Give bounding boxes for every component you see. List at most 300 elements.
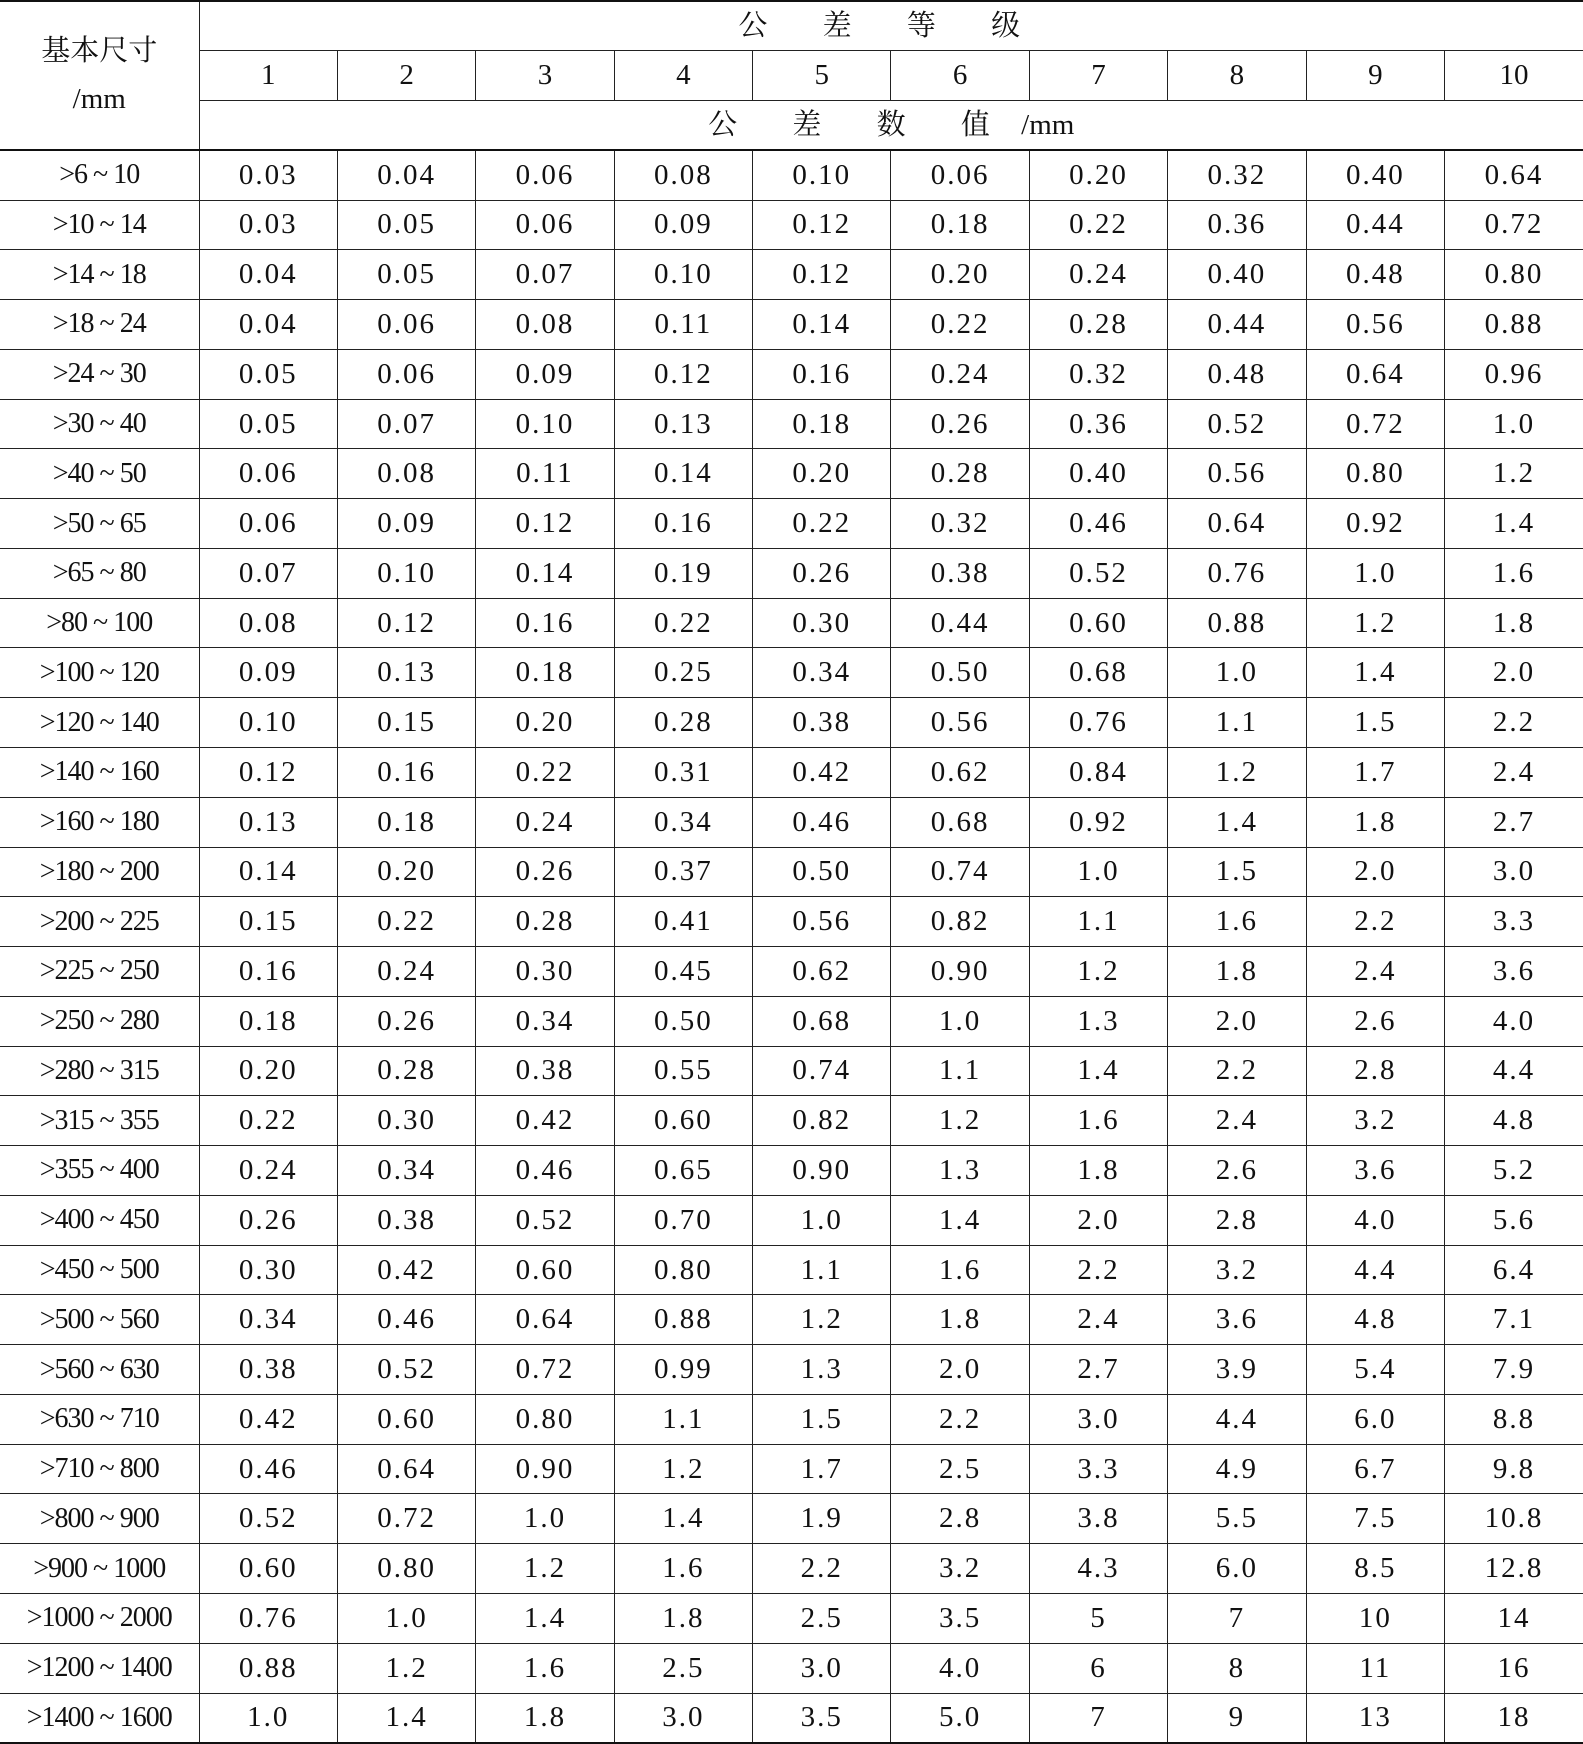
tolerance-value-cell: 1.0 bbox=[1445, 399, 1583, 449]
tolerance-value-cell: 6.4 bbox=[1445, 1245, 1583, 1295]
tolerance-value-cell: 0.11 bbox=[614, 300, 752, 350]
table-row bbox=[0, 1195, 1583, 1245]
size-range-cell: >160 ~ 180 bbox=[0, 797, 199, 847]
tolerance-value-cell: 0.46 bbox=[753, 797, 891, 847]
table-row bbox=[0, 1544, 1583, 1594]
table-row bbox=[0, 449, 1583, 499]
tolerance-value-cell: 1.4 bbox=[1445, 499, 1583, 549]
tolerance-value-cell: 0.40 bbox=[1029, 449, 1167, 499]
tolerance-value-cell: 0.40 bbox=[1306, 150, 1444, 200]
tolerance-value-cell: 0.16 bbox=[337, 747, 475, 797]
tolerance-value-cell: 1.8 bbox=[476, 1693, 614, 1743]
tolerance-value-cell: 16 bbox=[1445, 1643, 1583, 1693]
size-range-cell: >1400 ~ 1600 bbox=[0, 1693, 199, 1743]
tolerance-value-cell: 2.4 bbox=[1306, 947, 1444, 997]
tolerance-value-cell: 0.46 bbox=[1029, 499, 1167, 549]
tolerance-value-cell: 0.09 bbox=[199, 648, 337, 698]
tolerance-value-cell: 0.04 bbox=[199, 250, 337, 300]
tolerance-value-cell: 0.60 bbox=[199, 1544, 337, 1594]
tolerance-value-cell: 0.84 bbox=[1029, 747, 1167, 797]
tolerance-value-cell: 2.4 bbox=[1445, 747, 1583, 797]
table-row bbox=[0, 499, 1583, 549]
tolerance-value-cell: 3.6 bbox=[1306, 1146, 1444, 1196]
tolerance-value-cell: 0.74 bbox=[891, 847, 1029, 897]
tolerance-value-cell: 13 bbox=[1306, 1693, 1444, 1743]
tolerance-value-cell: 0.56 bbox=[753, 897, 891, 947]
tolerance-value-cell: 7 bbox=[1168, 1594, 1306, 1644]
tolerance-value-cell: 11 bbox=[1306, 1643, 1444, 1693]
tolerance-value-cell: 0.06 bbox=[476, 200, 614, 250]
size-range-cell: >355 ~ 400 bbox=[0, 1146, 199, 1196]
tolerance-value-cell: 0.72 bbox=[476, 1345, 614, 1395]
tolerance-value-cell: 0.92 bbox=[1029, 797, 1167, 847]
tolerance-value-cell: 0.80 bbox=[614, 1245, 752, 1295]
tolerance-value-cell: 0.45 bbox=[614, 947, 752, 997]
tolerance-value-cell: 0.44 bbox=[891, 598, 1029, 648]
tolerance-value-cell: 1.0 bbox=[753, 1195, 891, 1245]
tolerance-value-cell: 0.64 bbox=[1445, 150, 1583, 200]
tolerance-value-cell: 0.08 bbox=[614, 150, 752, 200]
tolerance-value-cell: 0.34 bbox=[199, 1295, 337, 1345]
tolerance-value-cell: 0.08 bbox=[476, 300, 614, 350]
tolerance-value-cell: 3.5 bbox=[753, 1693, 891, 1743]
tolerance-value-cell: 3.3 bbox=[1445, 897, 1583, 947]
size-range-cell: >24 ~ 30 bbox=[0, 349, 199, 399]
tolerance-value-cell: 0.62 bbox=[891, 747, 1029, 797]
tolerance-value-cell: 1.0 bbox=[337, 1594, 475, 1644]
tolerance-value-cell: 9.8 bbox=[1445, 1444, 1583, 1494]
tolerance-value-cell: 2.7 bbox=[1445, 797, 1583, 847]
tolerance-value-cell: 4.4 bbox=[1445, 1046, 1583, 1096]
table-row bbox=[0, 1096, 1583, 1146]
tolerance-value-cell: 0.22 bbox=[1029, 200, 1167, 250]
tolerance-value-cell: 1.6 bbox=[891, 1245, 1029, 1295]
tolerance-value-cell: 0.07 bbox=[337, 399, 475, 449]
tolerance-value-cell: 0.14 bbox=[614, 449, 752, 499]
tolerance-value-cell: 2.2 bbox=[891, 1394, 1029, 1444]
grade-number-row bbox=[0, 51, 1583, 101]
size-range-cell: >14 ~ 18 bbox=[0, 250, 199, 300]
tolerance-value-cell: 0.46 bbox=[337, 1295, 475, 1345]
tolerance-value-cell: 0.42 bbox=[199, 1394, 337, 1444]
tolerance-value-cell: 0.32 bbox=[1029, 349, 1167, 399]
tolerance-value-cell: 0.34 bbox=[614, 797, 752, 847]
tolerance-value-cell: 0.22 bbox=[614, 598, 752, 648]
tolerance-value-cell: 1.2 bbox=[1168, 747, 1306, 797]
tolerance-value-cell: 0.20 bbox=[891, 250, 1029, 300]
table-row bbox=[0, 1693, 1583, 1743]
tolerance-value-cell: 0.50 bbox=[753, 847, 891, 897]
tolerance-value-cell: 0.16 bbox=[753, 349, 891, 399]
tolerance-value-cell: 0.05 bbox=[337, 200, 475, 250]
tolerance-value-cell: 4.4 bbox=[1168, 1394, 1306, 1444]
table-row bbox=[0, 250, 1583, 300]
tolerance-value-cell: 0.18 bbox=[753, 399, 891, 449]
size-range-cell: >6 ~ 10 bbox=[0, 150, 199, 200]
tolerance-value-cell: 3.2 bbox=[1168, 1245, 1306, 1295]
tolerance-value-cell: 3.0 bbox=[753, 1643, 891, 1693]
tolerance-value-cell: 0.76 bbox=[1029, 698, 1167, 748]
tolerance-value-cell: 1.3 bbox=[1029, 996, 1167, 1046]
tolerance-value-cell: 0.46 bbox=[199, 1444, 337, 1494]
size-range-cell: >280 ~ 315 bbox=[0, 1046, 199, 1096]
table-body bbox=[0, 150, 1583, 1743]
tolerance-value-cell: 0.12 bbox=[337, 598, 475, 648]
tolerance-value-cell: 0.20 bbox=[476, 698, 614, 748]
tolerance-value-cell: 0.06 bbox=[199, 499, 337, 549]
tolerance-value-cell: 0.09 bbox=[337, 499, 475, 549]
tolerance-value-cell: 0.06 bbox=[476, 150, 614, 200]
basic-size-header-unit: /mm bbox=[72, 82, 126, 115]
tolerance-value-cell: 2.6 bbox=[1168, 1146, 1306, 1196]
size-range-cell: >65 ~ 80 bbox=[0, 548, 199, 598]
tolerance-value-cell: 0.70 bbox=[614, 1195, 752, 1245]
tolerance-value-cell: 0.07 bbox=[476, 250, 614, 300]
tolerance-value-cell: 1.8 bbox=[1306, 797, 1444, 847]
table-row bbox=[0, 548, 1583, 598]
tolerance-value-cell: 3.0 bbox=[1445, 847, 1583, 897]
tolerance-value-cell: 3.8 bbox=[1029, 1494, 1167, 1544]
tolerance-value-cell: 0.13 bbox=[199, 797, 337, 847]
tolerance-value-cell: 0.41 bbox=[614, 897, 752, 947]
tolerance-value-cell: 12.8 bbox=[1445, 1544, 1583, 1594]
tolerance-value-cell: 0.64 bbox=[1168, 499, 1306, 549]
tolerance-value-cell: 0.18 bbox=[891, 200, 1029, 250]
size-range-cell: >315 ~ 355 bbox=[0, 1096, 199, 1146]
tolerance-value-cell: 0.20 bbox=[1029, 150, 1167, 200]
tolerance-value-header-unit: /mm bbox=[1021, 108, 1075, 141]
tolerance-value-cell: 1.0 bbox=[1168, 648, 1306, 698]
tolerance-value-cell: 1.6 bbox=[1168, 897, 1306, 947]
tolerance-value-cell: 2.6 bbox=[1306, 996, 1444, 1046]
tolerance-value-cell: 0.28 bbox=[1029, 300, 1167, 350]
tolerance-value-cell: 3.5 bbox=[891, 1594, 1029, 1644]
tolerance-value-cell: 1.0 bbox=[1306, 548, 1444, 598]
tolerance-value-cell: 1.5 bbox=[1168, 847, 1306, 897]
tolerance-value-cell: 2.0 bbox=[1029, 1195, 1167, 1245]
tolerance-value-cell: 0.30 bbox=[337, 1096, 475, 1146]
tolerance-value-cell: 0.34 bbox=[753, 648, 891, 698]
size-range-cell: >900 ~ 1000 bbox=[0, 1544, 199, 1594]
tolerance-value-cell: 1.6 bbox=[476, 1643, 614, 1693]
tolerance-value-cell: 8.8 bbox=[1445, 1394, 1583, 1444]
size-range-cell: >225 ~ 250 bbox=[0, 947, 199, 997]
tolerance-value-cell: 3.0 bbox=[1029, 1394, 1167, 1444]
tolerance-value-cell: 0.28 bbox=[337, 1046, 475, 1096]
tolerance-value-cell: 4.8 bbox=[1445, 1096, 1583, 1146]
tolerance-value-cell: 0.60 bbox=[337, 1394, 475, 1444]
tolerance-value-cell: 0.38 bbox=[199, 1345, 337, 1395]
tolerance-value-cell: 1.8 bbox=[1029, 1146, 1167, 1196]
tolerance-value-cell: 1.5 bbox=[1306, 698, 1444, 748]
tolerance-value-cell: 0.44 bbox=[1306, 200, 1444, 250]
tolerance-value-cell: 3.2 bbox=[1306, 1096, 1444, 1146]
tolerance-value-cell: 0.72 bbox=[1445, 200, 1583, 250]
tolerance-value-cell: 0.52 bbox=[199, 1494, 337, 1544]
tolerance-value-cell: 0.32 bbox=[891, 499, 1029, 549]
size-range-cell: >1200 ~ 1400 bbox=[0, 1643, 199, 1693]
tolerance-value-cell: 6.0 bbox=[1168, 1544, 1306, 1594]
size-range-cell: >400 ~ 450 bbox=[0, 1195, 199, 1245]
table-row bbox=[0, 1394, 1583, 1444]
tolerance-value-cell: 0.10 bbox=[614, 250, 752, 300]
tolerance-value-cell: 0.90 bbox=[476, 1444, 614, 1494]
tolerance-value-cell: 1.4 bbox=[1168, 797, 1306, 847]
tolerance-value-cell: 3.6 bbox=[1445, 947, 1583, 997]
tolerance-value-cell: 0.50 bbox=[891, 648, 1029, 698]
tolerance-value-cell: 0.12 bbox=[199, 747, 337, 797]
tolerance-value-cell: 1.4 bbox=[476, 1594, 614, 1644]
tolerance-value-cell: 0.14 bbox=[199, 847, 337, 897]
size-range-cell: >30 ~ 40 bbox=[0, 399, 199, 449]
table-row bbox=[0, 1643, 1583, 1693]
table-row bbox=[0, 847, 1583, 897]
tolerance-value-cell: 14 bbox=[1445, 1594, 1583, 1644]
tolerance-value-cell: 4.4 bbox=[1306, 1245, 1444, 1295]
grade-header-cell: 4 bbox=[614, 51, 752, 101]
tolerance-value-cell: 2.0 bbox=[891, 1345, 1029, 1395]
size-range-cell: >500 ~ 560 bbox=[0, 1295, 199, 1345]
tolerance-value-cell: 0.20 bbox=[337, 847, 475, 897]
tolerance-value-cell: 7.5 bbox=[1306, 1494, 1444, 1544]
tolerance-value-cell: 0.50 bbox=[614, 996, 752, 1046]
tolerance-value-cell: 1.5 bbox=[753, 1394, 891, 1444]
tolerance-value-cell: 2.8 bbox=[1168, 1195, 1306, 1245]
tolerance-value-cell: 0.16 bbox=[614, 499, 752, 549]
table-row bbox=[0, 300, 1583, 350]
tolerance-value-cell: 0.07 bbox=[199, 548, 337, 598]
tolerance-value-cell: 0.64 bbox=[476, 1295, 614, 1345]
tolerance-value-cell: 0.14 bbox=[476, 548, 614, 598]
tolerance-value-cell: 1.4 bbox=[337, 1693, 475, 1743]
table-row bbox=[0, 648, 1583, 698]
tolerance-value-cell: 4.8 bbox=[1306, 1295, 1444, 1345]
tolerance-value-cell: 1.3 bbox=[753, 1345, 891, 1395]
tolerance-value-cell: 0.48 bbox=[1168, 349, 1306, 399]
tolerance-value-cell: 1.6 bbox=[1029, 1096, 1167, 1146]
tolerance-value-cell: 0.04 bbox=[337, 150, 475, 200]
table-row bbox=[0, 996, 1583, 1046]
tolerance-value-cell: 0.34 bbox=[337, 1146, 475, 1196]
tolerance-value-cell: 0.64 bbox=[1306, 349, 1444, 399]
tolerance-value-cell: 0.24 bbox=[1029, 250, 1167, 300]
tolerance-value-cell: 8 bbox=[1168, 1643, 1306, 1693]
tolerance-value-cell: 2.4 bbox=[1029, 1295, 1167, 1345]
table-row bbox=[0, 1594, 1583, 1644]
tolerance-value-cell: 1.1 bbox=[614, 1394, 752, 1444]
tolerance-value-cell: 0.65 bbox=[614, 1146, 752, 1196]
tolerance-value-cell: 0.18 bbox=[337, 797, 475, 847]
tolerance-value-cell: 1.1 bbox=[891, 1046, 1029, 1096]
tolerance-value-cell: 0.38 bbox=[753, 698, 891, 748]
tolerance-value-cell: 0.82 bbox=[891, 897, 1029, 947]
tolerance-value-cell: 1.1 bbox=[1029, 897, 1167, 947]
tolerance-value-cell: 1.3 bbox=[891, 1146, 1029, 1196]
table-row bbox=[0, 1245, 1583, 1295]
tolerance-value-cell: 0.28 bbox=[614, 698, 752, 748]
tolerance-value-cell: 9 bbox=[1168, 1693, 1306, 1743]
tolerance-value-cell: 0.11 bbox=[476, 449, 614, 499]
grade-header-cell: 10 bbox=[1445, 51, 1583, 101]
tolerance-value-cell: 0.52 bbox=[1168, 399, 1306, 449]
tolerance-value-cell: 1.2 bbox=[891, 1096, 1029, 1146]
tolerance-value-cell: 0.06 bbox=[337, 300, 475, 350]
tolerance-value-cell: 0.06 bbox=[199, 449, 337, 499]
grade-header-cell: 2 bbox=[337, 51, 475, 101]
tolerance-value-cell: 0.26 bbox=[753, 548, 891, 598]
tolerance-value-cell: 18 bbox=[1445, 1693, 1583, 1743]
tolerance-value-cell: 0.72 bbox=[337, 1494, 475, 1544]
tolerance-value-cell: 3.6 bbox=[1168, 1295, 1306, 1345]
tolerance-value-cell: 4.0 bbox=[1306, 1195, 1444, 1245]
tolerance-value-cell: 0.10 bbox=[199, 698, 337, 748]
tolerance-value-cell: 0.88 bbox=[1168, 598, 1306, 648]
tolerance-value-cell: 0.80 bbox=[1306, 449, 1444, 499]
tolerance-value-cell: 0.22 bbox=[891, 300, 1029, 350]
tolerance-value-cell: 0.09 bbox=[476, 349, 614, 399]
tolerance-value-cell: 0.68 bbox=[753, 996, 891, 1046]
size-range-cell: >140 ~ 160 bbox=[0, 747, 199, 797]
tolerance-value-cell: 0.03 bbox=[199, 200, 337, 250]
tolerance-value-cell: 2.0 bbox=[1168, 996, 1306, 1046]
tolerance-value-cell: 0.05 bbox=[199, 349, 337, 399]
tolerance-value-cell: 1.0 bbox=[891, 996, 1029, 1046]
tolerance-value-cell: 0.12 bbox=[753, 250, 891, 300]
tolerance-value-cell: 5.6 bbox=[1445, 1195, 1583, 1245]
grade-header-cell: 9 bbox=[1306, 51, 1444, 101]
tolerance-value-cell: 3.9 bbox=[1168, 1345, 1306, 1395]
tolerance-value-cell: 0.52 bbox=[337, 1345, 475, 1395]
tolerance-value-cell: 0.82 bbox=[753, 1096, 891, 1146]
tolerance-value-cell: 2.5 bbox=[891, 1444, 1029, 1494]
tolerance-value-cell: 1.2 bbox=[1445, 449, 1583, 499]
size-range-cell: >450 ~ 500 bbox=[0, 1245, 199, 1295]
tolerance-value-cell: 0.18 bbox=[199, 996, 337, 1046]
tolerance-value-cell: 0.16 bbox=[199, 947, 337, 997]
tolerance-value-cell: 0.13 bbox=[337, 648, 475, 698]
tolerance-value-cell: 0.10 bbox=[753, 150, 891, 200]
tolerance-value-cell: 0.12 bbox=[753, 200, 891, 250]
tolerance-value-cell: 0.12 bbox=[476, 499, 614, 549]
tolerance-value-cell: 0.16 bbox=[476, 598, 614, 648]
size-range-cell: >40 ~ 50 bbox=[0, 449, 199, 499]
tolerance-value-cell: 0.60 bbox=[476, 1245, 614, 1295]
tolerance-value-cell: 0.68 bbox=[891, 797, 1029, 847]
tolerance-value-cell: 0.42 bbox=[337, 1245, 475, 1295]
tolerance-value-cell: 3.3 bbox=[1029, 1444, 1167, 1494]
tolerance-value-cell: 3.0 bbox=[614, 1693, 752, 1743]
table-row bbox=[0, 947, 1583, 997]
tolerance-value-cell: 5.2 bbox=[1445, 1146, 1583, 1196]
tolerance-value-cell: 0.20 bbox=[199, 1046, 337, 1096]
tolerance-value-cell: 2.2 bbox=[753, 1544, 891, 1594]
tolerance-value-cell: 0.46 bbox=[476, 1146, 614, 1196]
tolerance-value-cell: 0.22 bbox=[753, 499, 891, 549]
tolerance-value-cell: 0.13 bbox=[614, 399, 752, 449]
size-range-cell: >80 ~ 100 bbox=[0, 598, 199, 648]
tolerance-value-cell: 0.24 bbox=[476, 797, 614, 847]
table-row bbox=[0, 747, 1583, 797]
tolerance-value-cell: 0.14 bbox=[753, 300, 891, 350]
table-header bbox=[0, 1, 1583, 150]
tolerance-value-cell: 0.04 bbox=[199, 300, 337, 350]
tolerance-value-cell: 6.7 bbox=[1306, 1444, 1444, 1494]
table-row bbox=[0, 399, 1583, 449]
tolerance-value-header-label: 公 差 数 值 bbox=[708, 108, 1014, 141]
grade-header-cell: 7 bbox=[1029, 51, 1167, 101]
tolerance-value-cell: 0.22 bbox=[337, 897, 475, 947]
tolerance-value-cell: 7.1 bbox=[1445, 1295, 1583, 1345]
tolerance-value-cell: 2.0 bbox=[1445, 648, 1583, 698]
tolerance-value-cell: 0.48 bbox=[1306, 250, 1444, 300]
tolerance-value-cell: 2.4 bbox=[1168, 1096, 1306, 1146]
tolerance-value-cell: 1.4 bbox=[891, 1195, 1029, 1245]
size-range-cell: >250 ~ 280 bbox=[0, 996, 199, 1046]
tolerance-value-cell: 0.88 bbox=[1445, 300, 1583, 350]
tolerance-value-cell: 10.8 bbox=[1445, 1494, 1583, 1544]
tolerance-value-cell: 0.26 bbox=[199, 1195, 337, 1245]
size-range-cell: >10 ~ 14 bbox=[0, 200, 199, 250]
tolerance-value-cell: 1.0 bbox=[1029, 847, 1167, 897]
tolerance-value-cell: 0.88 bbox=[199, 1643, 337, 1693]
tolerance-value-cell: 2.2 bbox=[1168, 1046, 1306, 1096]
tolerance-value-cell: 0.88 bbox=[614, 1295, 752, 1345]
table-row bbox=[0, 1494, 1583, 1544]
tolerance-value-cell: 10 bbox=[1306, 1594, 1444, 1644]
tolerance-value-cell: 1.1 bbox=[1168, 698, 1306, 748]
tolerance-value-cell: 0.24 bbox=[199, 1146, 337, 1196]
tolerance-value-cell: 2.2 bbox=[1029, 1245, 1167, 1295]
tolerance-value-cell: 0.80 bbox=[476, 1394, 614, 1444]
grade-header-cell: 6 bbox=[891, 51, 1029, 101]
tolerance-value-cell: 6.0 bbox=[1306, 1394, 1444, 1444]
tolerance-value-cell: 0.80 bbox=[1445, 250, 1583, 300]
tolerance-value-cell: 0.55 bbox=[614, 1046, 752, 1096]
tolerance-value-cell: 0.22 bbox=[199, 1096, 337, 1146]
size-range-cell: >800 ~ 900 bbox=[0, 1494, 199, 1544]
tolerance-value-cell: 5.4 bbox=[1306, 1345, 1444, 1395]
tolerance-value-cell: 0.10 bbox=[337, 548, 475, 598]
table-row bbox=[0, 349, 1583, 399]
tolerance-value-cell: 0.56 bbox=[1168, 449, 1306, 499]
tolerance-value-cell: 0.90 bbox=[753, 1146, 891, 1196]
tolerance-value-cell: 0.26 bbox=[891, 399, 1029, 449]
tolerance-value-cell: 1.9 bbox=[753, 1494, 891, 1544]
tolerance-value-cell: 0.28 bbox=[476, 897, 614, 947]
tolerance-value-cell: 0.05 bbox=[337, 250, 475, 300]
tolerance-value-cell: 0.18 bbox=[476, 648, 614, 698]
size-range-cell: >200 ~ 225 bbox=[0, 897, 199, 947]
tolerance-value-cell: 1.7 bbox=[753, 1444, 891, 1494]
table-row bbox=[0, 1146, 1583, 1196]
tolerance-value-cell: 1.2 bbox=[614, 1444, 752, 1494]
tolerance-value-cell: 0.44 bbox=[1168, 300, 1306, 350]
tolerance-value-cell: 0.30 bbox=[199, 1245, 337, 1295]
tolerance-value-cell: 1.2 bbox=[476, 1544, 614, 1594]
size-range-cell: >1000 ~ 2000 bbox=[0, 1594, 199, 1644]
tolerance-value-cell: 2.5 bbox=[753, 1594, 891, 1644]
tolerance-value-cell: 7 bbox=[1029, 1693, 1167, 1743]
tolerance-value-cell: 0.40 bbox=[1168, 250, 1306, 300]
table-row bbox=[0, 1345, 1583, 1395]
tolerance-value-cell: 0.12 bbox=[614, 349, 752, 399]
tolerance-value-cell: 0.19 bbox=[614, 548, 752, 598]
tolerance-value-cell: 0.36 bbox=[1168, 200, 1306, 250]
tolerance-value-cell: 2.8 bbox=[891, 1494, 1029, 1544]
table-row bbox=[0, 1046, 1583, 1096]
tolerance-value-cell: 2.7 bbox=[1029, 1345, 1167, 1395]
tolerance-value-cell: 2.2 bbox=[1306, 897, 1444, 947]
